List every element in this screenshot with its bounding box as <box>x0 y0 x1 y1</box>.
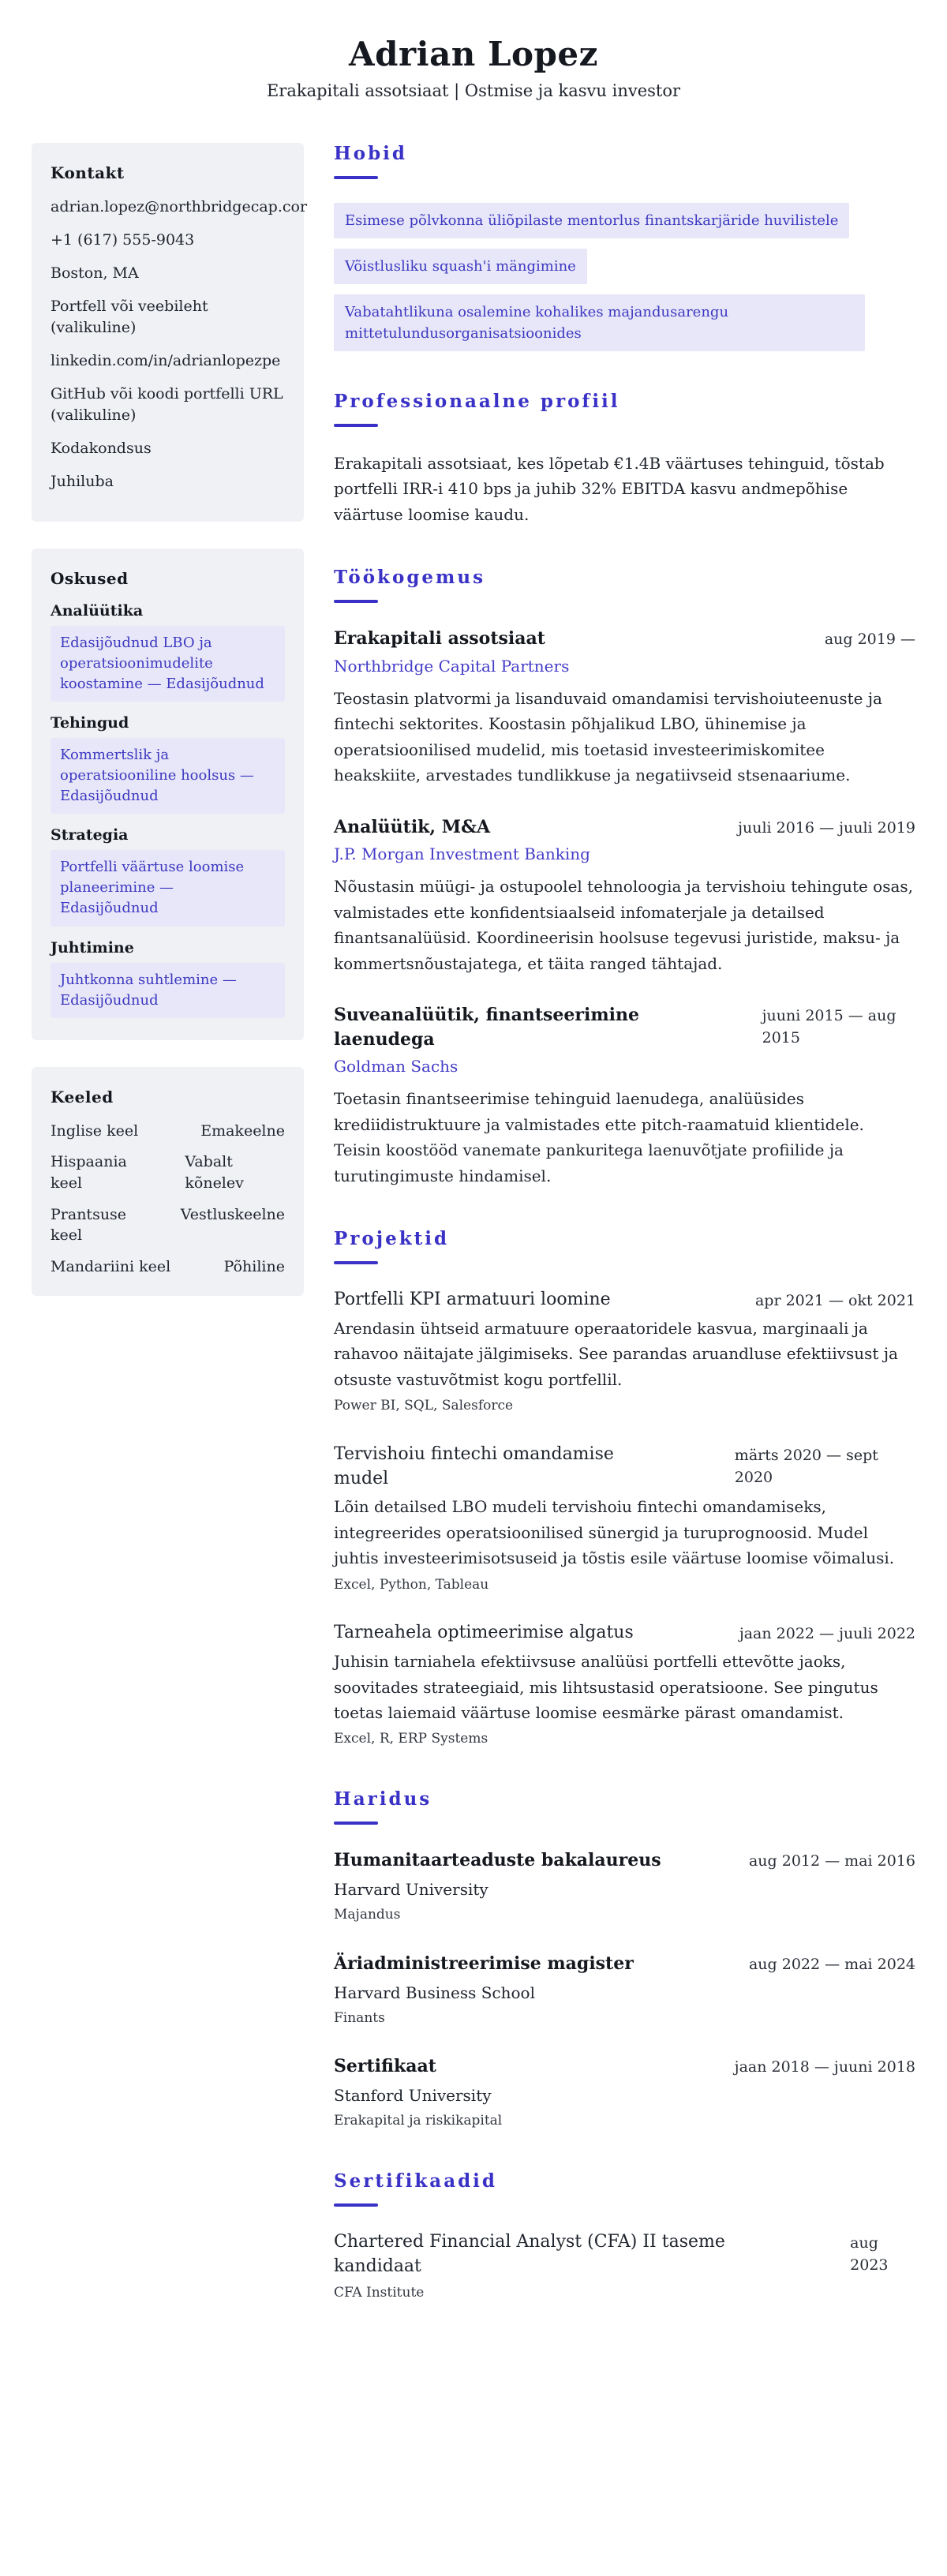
language-row <box>51 1151 285 1193</box>
project-stack: Power BI, SQL, Salesforce <box>334 1398 514 1414</box>
language-level: Emakeelne <box>200 1121 285 1140</box>
contact-item: linkedin.com/in/adrianlopezpe <box>51 351 281 369</box>
section-underline <box>334 600 378 603</box>
education-head <box>334 1848 915 1873</box>
section-certifications <box>334 2170 915 2302</box>
project-head <box>334 1443 915 1492</box>
education-school: Harvard Business School <box>334 1983 535 2002</box>
job-list <box>334 627 915 1189</box>
skill-tag: Juhtkonna suhtlemine — Edasijõudnud <box>51 963 285 1018</box>
job-dates: juuni 2015 — aug 2015 <box>762 1006 896 1047</box>
project-item <box>334 1288 915 1416</box>
certification-issuer: CFA Institute <box>334 2284 425 2301</box>
job-title: Analüütik, M&A <box>334 816 491 837</box>
education-degree: Humanitaarteaduste bakalaureus <box>334 1850 661 1871</box>
job-head <box>334 627 915 651</box>
language-level: Põhiline <box>223 1257 285 1275</box>
profile-text: Erakapitali assotsiaat, kes lõpetab €1.4B väärtuses tehinguid, tõstab portfelli IRR-i 410 bps ja juhib 32% EBITDA kasvu andmepõhise väärtuse loomise kaudu. <box>334 454 885 524</box>
skills-card <box>32 549 304 1040</box>
sidebar <box>32 143 308 1296</box>
language-row <box>51 1121 285 1142</box>
language-name: Inglise keel <box>51 1121 139 1140</box>
project-title: Tarneahela optimeerimise algatus <box>334 1623 634 1643</box>
education-field: Finants <box>334 2009 385 2026</box>
hobby-chip: Esimese põlvkonna üliõpilaste mentorlus finantskarjäride huvilistele <box>334 203 849 238</box>
project-title: Portfelli KPI armatuuri loomine <box>334 1290 611 1310</box>
contact-item: Juhiluba <box>51 472 114 490</box>
contact-item: Portfell või veebileht (valikuline) <box>51 297 208 336</box>
hobby-chip: Vabatahtlikuna osalemine kohalikes majandusarengu mittetulundusorganisatsioonides <box>334 294 865 351</box>
section-profile <box>334 391 915 527</box>
education-head <box>334 2054 915 2079</box>
education-dates: jaan 2018 — juuni 2018 <box>734 2058 915 2076</box>
education-dates: aug 2012 — mai 2016 <box>748 1852 915 1870</box>
projects-heading: Projektid <box>334 1228 450 1250</box>
education-dates: aug 2022 — mai 2024 <box>748 1955 915 1973</box>
section-experience <box>334 567 915 1189</box>
job-item <box>334 627 915 788</box>
contact-item: adrian.lopez@northbridgecap.cor <box>51 198 308 215</box>
education-school: Harvard University <box>334 1879 488 1899</box>
contact-item: +1 (617) 555-9043 <box>51 230 195 249</box>
job-item <box>334 815 915 976</box>
education-heading: Haridus <box>334 1788 432 1810</box>
project-dates: jaan 2022 — juuli 2022 <box>739 1625 915 1643</box>
section-underline <box>334 176 378 179</box>
language-name: Mandariini keel <box>51 1257 171 1275</box>
education-degree: Sertifikaat <box>334 2056 436 2077</box>
skill-category-label: Strategia <box>51 826 129 844</box>
skill-category-label: Juhtimine <box>51 938 134 957</box>
job-item <box>334 1003 915 1189</box>
education-item <box>334 1848 915 1925</box>
language-row <box>51 1256 285 1278</box>
certification-title: Chartered Financial Analyst (CFA) II taseme kandidaat <box>334 2231 725 2276</box>
resume-columns <box>32 143 915 2342</box>
section-underline <box>334 1822 378 1825</box>
job-title: Erakapitali assotsiaat <box>334 628 545 650</box>
project-stack: Excel, R, ERP Systems <box>334 1731 488 1747</box>
languages-heading: Keeled <box>51 1087 114 1106</box>
education-head <box>334 1952 915 1976</box>
contact-heading: Kontakt <box>51 163 125 182</box>
section-underline <box>334 1261 378 1264</box>
contact-item: Kodakondsus <box>51 439 152 457</box>
job-description: Teostasin platvormi ja lisanduvaid omandamisi tervishoiuteenuste ja fintechi sektorites. Koostasin põhjalikud LBO, ühinemise ja operatsioonilised mudelid, mis toetasid investeerimiskomitee heakskiite, arvestades tundlikkuse ja negatiivseid stsenaariume. <box>334 688 882 785</box>
section-underline <box>334 2203 378 2207</box>
languages-card <box>32 1067 304 1297</box>
education-field: Erakapital ja riskikapital <box>334 2113 503 2129</box>
certification-item <box>334 2230 915 2302</box>
skill-tag: Edasijõudnud LBO ja operatsioonimudelite koostamine — Edasijõudnud <box>51 626 285 702</box>
project-stack: Excel, Python, Tableau <box>334 1576 489 1593</box>
hobbies-heading: Hobid <box>334 143 407 164</box>
contact-item: Boston, MA <box>51 264 139 282</box>
language-name: Hispaania keel <box>51 1153 127 1192</box>
job-dates: juuli 2016 — juuli 2019 <box>738 818 915 837</box>
job-dates: aug 2019 — <box>824 631 915 649</box>
language-row <box>51 1204 285 1246</box>
project-head <box>334 1621 915 1646</box>
job-head <box>334 815 915 840</box>
certification-list <box>334 2230 915 2302</box>
skill-category-label: Analüütika <box>51 601 144 620</box>
project-title: Tervishoiu fintechi omandamise mudel <box>334 1443 614 1488</box>
job-description: Toetasin finantseerimise tehinguid laenudega, analüüsides krediidistruktuure ja valmistades ette pitch-raamatuid klientidele. Teisin koostööd vanemate pankuritega laenuvõtjate profiilide ja turutingimuste hindamisel. <box>334 1089 864 1185</box>
skills-list <box>51 602 285 1018</box>
education-list <box>334 1848 915 2131</box>
skill-tag: Portfelli väärtuse loomise planeerimine — Edasijõudnud <box>51 850 285 926</box>
hobbies-list <box>334 203 915 351</box>
section-hobbies <box>334 143 915 351</box>
language-level: Vestluskeelne <box>180 1205 285 1223</box>
project-head <box>334 1288 915 1312</box>
contact-item: GitHub või koodi portfelli URL (valikuline) <box>51 384 283 424</box>
project-description: Arendasin ühtseid armatuure operaatoridele kasvua, marginaali ja rahavoo näitajate jälgimiseks. See parandas aruandluse efektiivsust ja otsuste vastuvõtmist kogu portfellil. <box>334 1318 898 1389</box>
resume-header <box>32 35 915 100</box>
contact-list <box>51 197 308 492</box>
skill-category-label: Tehingud <box>51 713 129 732</box>
job-company: J.P. Morgan Investment Banking <box>334 844 590 864</box>
job-company: Goldman Sachs <box>334 1057 459 1076</box>
project-item <box>334 1621 915 1749</box>
section-education <box>334 1788 915 2131</box>
candidate-subtitle: Erakapitali assotsiaat | Ostmise ja kasvu investor <box>266 81 681 100</box>
section-underline <box>334 424 378 427</box>
certification-dates: aug 2023 <box>850 2233 889 2275</box>
main-column <box>334 143 915 2342</box>
project-dates: apr 2021 — okt 2021 <box>754 1292 915 1310</box>
job-company: Northbridge Capital Partners <box>334 656 570 676</box>
education-degree: Äriadministreerimise magister <box>334 1953 634 1974</box>
education-school: Stanford University <box>334 2086 492 2106</box>
skills-heading: Oskused <box>51 568 129 588</box>
education-item <box>334 1952 915 2028</box>
education-field: Majandus <box>334 1906 401 1923</box>
language-level: Vabalt kõnelev <box>185 1153 244 1192</box>
languages-list <box>51 1121 285 1278</box>
section-projects <box>334 1228 915 1749</box>
education-item <box>334 2054 915 2131</box>
job-head <box>334 1003 915 1052</box>
project-dates: märts 2020 — sept 2020 <box>734 1446 878 1487</box>
candidate-name: Adrian Lopez <box>349 35 598 73</box>
contact-card <box>32 143 308 522</box>
project-description: Lõin detailsed LBO mudeli tervishoiu fintechi omandamiseks, integreerides operatsioonilised sünergid ja turuprognoosid. Mudel juhtis investeerimisotsuseid ja tõstis esile väärtuse loomise võimalusi. <box>334 1497 895 1568</box>
skill-tag: Kommertslik ja operatsiooniline hoolsus — Edasijõudnud <box>51 738 285 814</box>
profile-heading: Professionaalne profiil <box>334 391 620 412</box>
language-name: Prantsuse keel <box>51 1205 127 1245</box>
project-description: Juhisin tarniahela efektiivsuse analüüsi portfelli ettevõtte jaoks, soovitades strateegiaid, mis lihtsustasid operatsioone. See pingutus toetas laiemaid väärtuse loomise eesmärke pärast omandamist. <box>334 1652 878 1722</box>
project-list <box>334 1288 915 1749</box>
certification-head <box>334 2230 915 2279</box>
project-item <box>334 1443 915 1595</box>
hobby-chip: Võistlusliku squash'i mängimine <box>334 249 587 284</box>
job-title: Suveanalüütik, finantseerimine laenudega <box>334 1004 639 1050</box>
certifications-heading: Sertifikaadid <box>334 2170 497 2192</box>
experience-heading: Töökogemus <box>334 567 486 589</box>
job-description: Nõustasin müügi- ja ostupoolel tehnoloogia ja tervishoiu tehingute osas, valmistades ette konfidentsiaalseid infomaterjale ja detailsed finantsanalüüsid. Koordineerisin hoolsuse tegevusi juristide, maksu- ja kommertsnõustajatega, et täita ranged tähtajad. <box>334 877 914 973</box>
